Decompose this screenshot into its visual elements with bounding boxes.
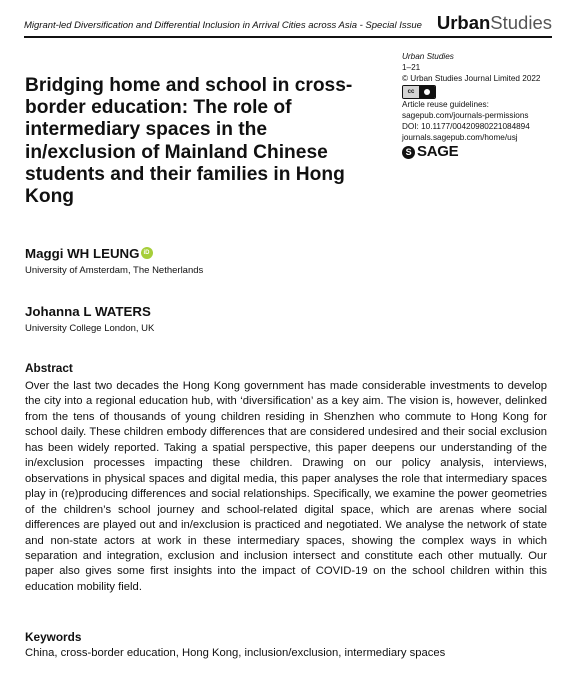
sage-wordmark: SAGE [417, 142, 459, 160]
author-2 [25, 304, 151, 319]
special-issue-title: Migrant-led Diversification and Differential Inclusion in Arrival Cities across Asia - Special Issue [24, 20, 422, 31]
copyright: © Urban Studies Journal Limited 2022 [402, 73, 541, 83]
running-header [24, 6, 552, 38]
page-range: 1–21 [402, 62, 421, 72]
author-1-name: Maggi WH LEUNG [25, 246, 140, 261]
sage-logo-icon: S [402, 146, 415, 159]
cc-by-mark [419, 86, 435, 98]
abstract-text: Over the last two decades the Hong Kong government has made considerable investments to develop the city into a regional education hub, with ‘diversification’ as a key aim. The vision is, however, delinked from the tens of thousands of young children residing in Shenzhen who commute to Hong Kong for school daily. These children embody differences that are considered undesired and their social exclusion has been widely reported. Taking a spatial perspective, this paper deepens our understanding of the in/exclusion processes impacting these children. Drawing on our policy analysis, interviews, observations in physical spaces and digital media, this paper analyses the role that intermediary spaces play in (re)producing differences and social relationships. Specifically, we examine the power geometries of the children’s school journey and school-related digital space, which are arenas where social differences are played out and in/exclusion is practiced and negotiated. We analyse the network of state and non-state actors at work in these intermediary spaces, showing the complex ways in which separation and integration, exclusion and inclusion intersect and constitute each other mutually. Our paper also gives some first insights into the impact of COVID-19 on the school children within this education mobility field. [25, 380, 547, 593]
cc-license-icon [402, 85, 436, 99]
abstract-heading: Abstract [25, 361, 73, 375]
doi[interactable]: DOI: 10.1177/00420980221084894 [402, 121, 530, 131]
author-2-name: Johanna L WATERS [25, 304, 151, 319]
author-1-affiliation: University of Amsterdam, The Netherlands [25, 265, 204, 276]
author-2-affiliation: University College London, UK [25, 323, 155, 334]
reuse-guidelines-label: Article reuse guidelines: [402, 100, 489, 110]
journal-logo-bold: Urban [436, 12, 491, 33]
sage-logo [402, 142, 562, 160]
journal-url[interactable]: journals.sagepub.com/home/usj [402, 132, 518, 142]
cc-mark: cc [403, 86, 419, 98]
author-1 [25, 246, 153, 261]
journal-logo [437, 12, 552, 34]
article-title: Bridging home and school in cross-border education: The role of intermediary spaces in the in/exclusion of Mainland Chinese students and their families in Hong Kong [25, 75, 353, 208]
journal-logo-light: Studies [490, 12, 552, 33]
keywords-text: China, cross-border education, Hong Kong, inclusion/exclusion, intermediary spaces [25, 647, 446, 659]
journal-name: Urban Studies [402, 52, 454, 61]
article-meta [402, 52, 562, 159]
permissions-link[interactable]: sagepub.com/journals-permissions [402, 111, 529, 121]
orcid-icon[interactable]: iD [141, 247, 153, 259]
keywords-heading: Keywords [25, 630, 82, 644]
